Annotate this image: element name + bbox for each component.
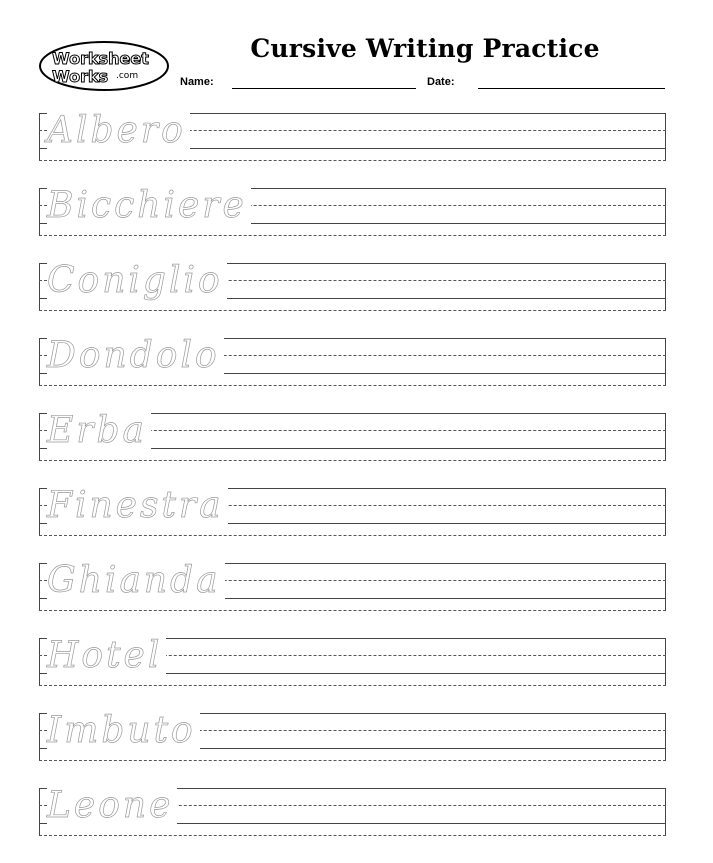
trace-word: Albero — [47, 107, 190, 155]
trace-word: Leone — [47, 782, 177, 830]
descender-tick — [665, 823, 666, 835]
trace-word: Dondolo — [47, 332, 224, 380]
practice-row[interactable] — [39, 710, 666, 760]
descender-tick — [39, 523, 40, 535]
descender-guide — [39, 310, 666, 311]
descender-guide — [39, 385, 666, 386]
descender-guide — [39, 610, 666, 611]
descender-tick — [665, 373, 666, 385]
logo-text-suffix: .com — [116, 71, 139, 81]
practice-rows — [39, 110, 666, 863]
trace-word: Hotel — [47, 632, 166, 680]
descender-guide — [39, 160, 666, 161]
descender-guide — [39, 535, 666, 536]
trace-word: Bicchiere — [47, 182, 251, 230]
descender-tick — [665, 748, 666, 760]
descender-tick — [665, 223, 666, 235]
descender-tick — [39, 448, 40, 460]
practice-row[interactable] — [39, 410, 666, 460]
practice-row[interactable] — [39, 560, 666, 610]
logo-text-bottom: Works — [52, 67, 109, 86]
practice-row[interactable] — [39, 110, 666, 160]
worksheet-works-logo — [38, 40, 173, 92]
descender-tick — [39, 373, 40, 385]
practice-row[interactable] — [39, 335, 666, 385]
descender-tick — [665, 298, 666, 310]
descender-tick — [665, 673, 666, 685]
name-field[interactable] — [232, 88, 416, 89]
descender-tick — [665, 598, 666, 610]
descender-guide — [39, 685, 666, 686]
descender-tick — [665, 148, 666, 160]
descender-tick — [39, 298, 40, 310]
practice-row[interactable] — [39, 260, 666, 310]
trace-word: Imbuto — [47, 707, 200, 755]
practice-row[interactable] — [39, 185, 666, 235]
descender-tick — [665, 448, 666, 460]
date-label: Date: — [427, 76, 455, 88]
descender-tick — [39, 148, 40, 160]
descender-tick — [39, 598, 40, 610]
logo-text-top: Worksheet — [52, 49, 149, 68]
practice-row[interactable] — [39, 485, 666, 535]
date-field[interactable] — [478, 88, 665, 89]
name-label: Name: — [180, 76, 214, 88]
trace-word: Erba — [47, 407, 151, 455]
descender-guide — [39, 835, 666, 836]
descender-tick — [39, 223, 40, 235]
descender-tick — [39, 823, 40, 835]
page-title: Cursive Writing Practice — [250, 34, 600, 63]
trace-word: Ghianda — [47, 557, 225, 605]
trace-word: Coniglio — [47, 257, 227, 305]
descender-tick — [39, 673, 40, 685]
descender-guide — [39, 235, 666, 236]
trace-word: Finestra — [47, 482, 228, 530]
descender-guide — [39, 460, 666, 461]
descender-tick — [665, 523, 666, 535]
practice-row[interactable] — [39, 635, 666, 685]
descender-guide — [39, 760, 666, 761]
practice-row[interactable] — [39, 785, 666, 835]
descender-tick — [39, 748, 40, 760]
